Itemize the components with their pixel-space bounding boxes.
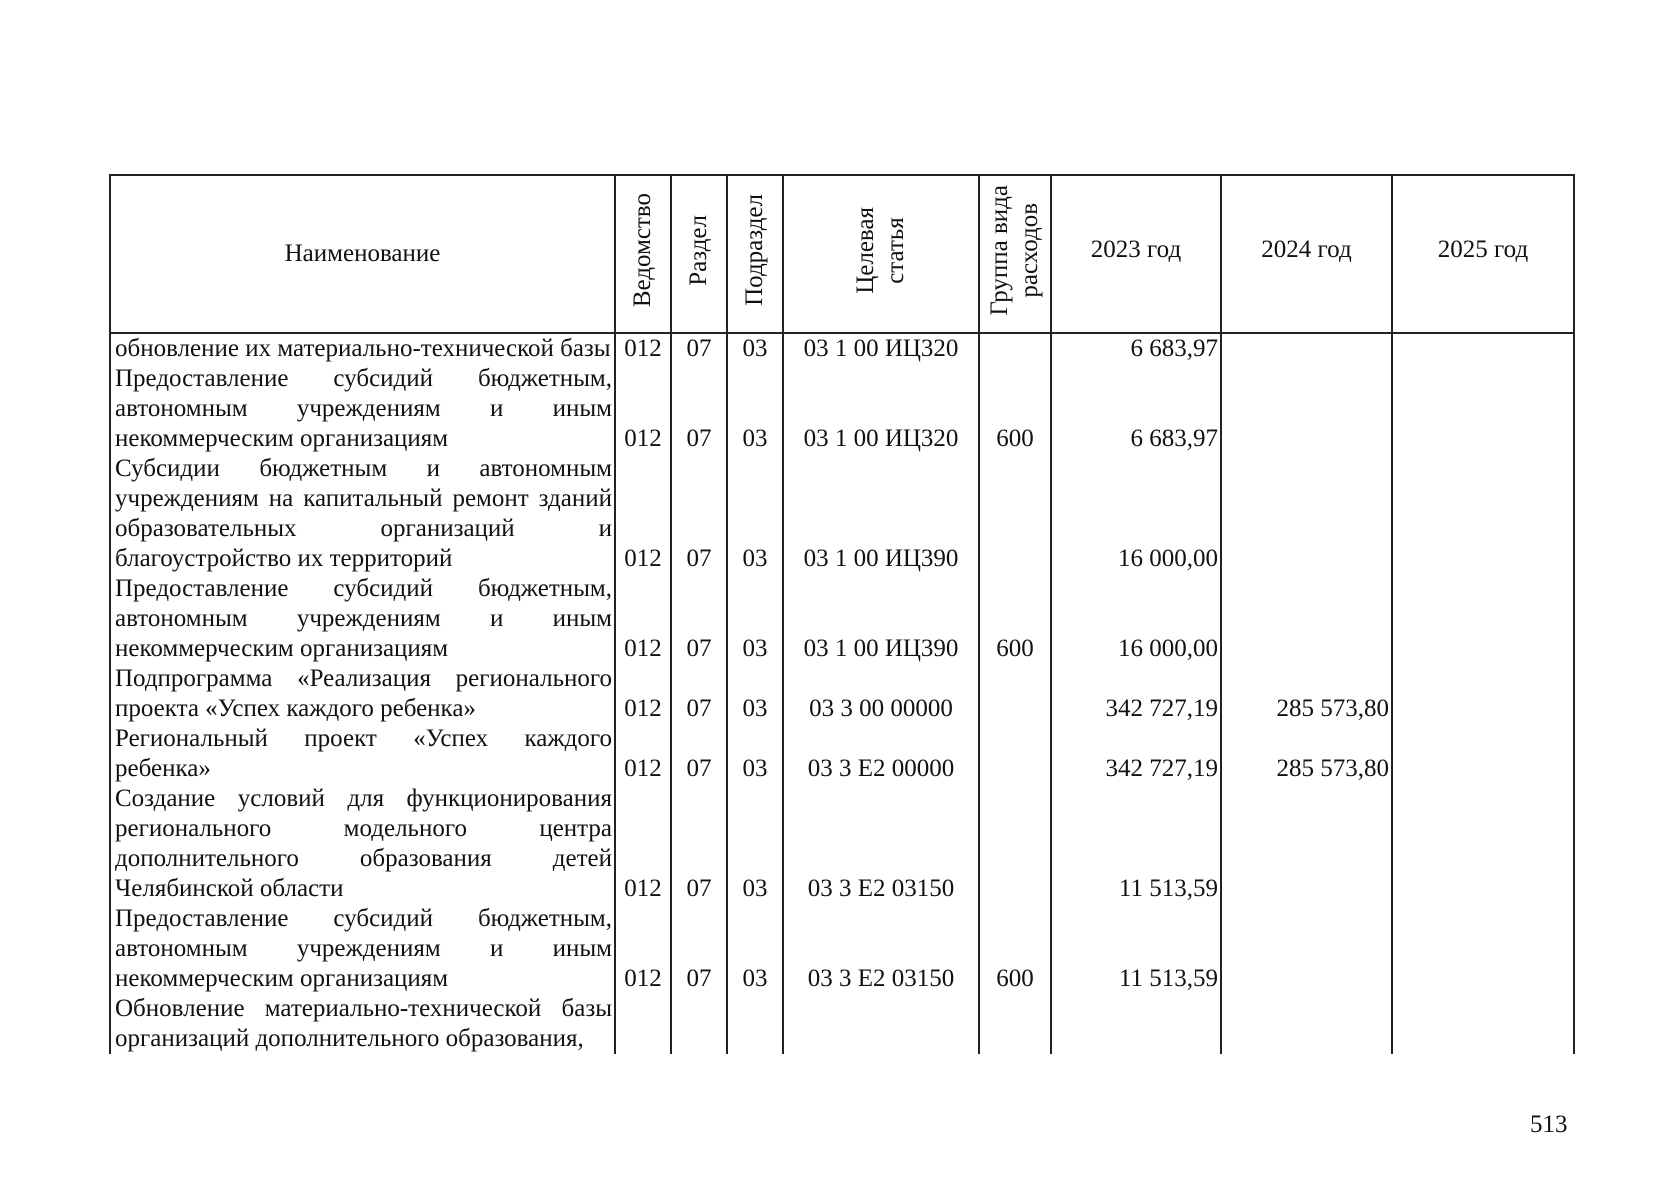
cell-2024 xyxy=(1221,904,1392,994)
cell-2023: 342 727,19 xyxy=(1051,724,1221,784)
cell-2025 xyxy=(1392,364,1574,454)
cell-section: 07 xyxy=(671,454,727,574)
cell-2023: 11 513,59 xyxy=(1051,904,1221,994)
cell-subsection: 03 xyxy=(727,574,783,664)
cell-2024 xyxy=(1221,454,1392,574)
cell-name: Региональный проект «Успех каждого ребенка» xyxy=(110,724,615,784)
cell-section: 07 xyxy=(671,333,727,364)
cell-2023 xyxy=(1051,994,1221,1054)
cell-target: 03 1 00 ИЦ390 xyxy=(783,454,979,574)
header-section: Раздел xyxy=(671,175,727,333)
cell-section xyxy=(671,994,727,1054)
cell-subsection: 03 xyxy=(727,364,783,454)
cell-name: Предоставление субсидий бюджетным, автономным учреждениям и иным некоммерческим организациям xyxy=(110,574,615,664)
cell-2024 xyxy=(1221,994,1392,1054)
cell-2024: 285 573,80 xyxy=(1221,724,1392,784)
cell-2023: 342 727,19 xyxy=(1051,664,1221,724)
cell-section: 07 xyxy=(671,724,727,784)
cell-group: 600 xyxy=(979,364,1051,454)
header-2024: 2024 год xyxy=(1221,175,1392,333)
cell-section: 07 xyxy=(671,784,727,904)
table-row xyxy=(110,904,1574,994)
cell-2025 xyxy=(1392,664,1574,724)
cell-dept: 012 xyxy=(615,664,671,724)
table-row xyxy=(110,784,1574,904)
cell-dept: 012 xyxy=(615,364,671,454)
cell-dept: 012 xyxy=(615,724,671,784)
cell-subsection xyxy=(727,994,783,1054)
cell-target: 03 1 00 ИЦ320 xyxy=(783,364,979,454)
cell-name: Предоставление субсидий бюджетным, автономным учреждениям и иным некоммерческим организациям xyxy=(110,364,615,454)
page-number: 513 xyxy=(1530,1111,1568,1138)
cell-target: 03 1 00 ИЦ320 xyxy=(783,333,979,364)
header-target: Целевая статья xyxy=(783,175,979,333)
cell-subsection: 03 xyxy=(727,333,783,364)
cell-2023: 11 513,59 xyxy=(1051,784,1221,904)
cell-subsection: 03 xyxy=(727,454,783,574)
cell-2025 xyxy=(1392,994,1574,1054)
cell-dept: 012 xyxy=(615,904,671,994)
cell-section: 07 xyxy=(671,574,727,664)
cell-name: Предоставление субсидий бюджетным, автономным учреждениям и иным некоммерческим организациям xyxy=(110,904,615,994)
cell-group xyxy=(979,664,1051,724)
table-row xyxy=(110,364,1574,454)
header-dept: Ведомство xyxy=(615,175,671,333)
cell-target: 03 3 Е2 03150 xyxy=(783,904,979,994)
cell-2023: 16 000,00 xyxy=(1051,574,1221,664)
cell-target: 03 3 Е2 03150 xyxy=(783,784,979,904)
cell-2025 xyxy=(1392,574,1574,664)
cell-section: 07 xyxy=(671,904,727,994)
cell-dept: 012 xyxy=(615,574,671,664)
table-row xyxy=(110,454,1574,574)
header-name: Наименование xyxy=(110,175,615,333)
cell-group xyxy=(979,784,1051,904)
cell-2024 xyxy=(1221,574,1392,664)
cell-dept: 012 xyxy=(615,454,671,574)
cell-name: Обновление материально-технической базы организаций дополнительного образования, xyxy=(110,994,615,1054)
cell-2023: 16 000,00 xyxy=(1051,454,1221,574)
cell-name: Создание условий для функционирования регионального модельного центра дополнительного образования детей Челябинской области xyxy=(110,784,615,904)
cell-dept xyxy=(615,994,671,1054)
cell-2023: 6 683,97 xyxy=(1051,364,1221,454)
table-row xyxy=(110,574,1574,664)
cell-2025 xyxy=(1392,724,1574,784)
table-row xyxy=(110,333,1574,364)
cell-2024 xyxy=(1221,364,1392,454)
cell-name: обновление их материально-технической базы xyxy=(110,333,615,364)
cell-name: Субсидии бюджетным и автономным учреждениям на капитальный ремонт зданий образовательных организаций и благоустройство их территорий xyxy=(110,454,615,574)
cell-2025 xyxy=(1392,784,1574,904)
budget-table xyxy=(109,174,1575,1054)
cell-subsection: 03 xyxy=(727,784,783,904)
cell-dept: 012 xyxy=(615,333,671,364)
cell-2023: 6 683,97 xyxy=(1051,333,1221,364)
cell-name: Подпрограмма «Реализация регионального проекта «Успех каждого ребенка» xyxy=(110,664,615,724)
header-2023: 2023 год xyxy=(1051,175,1221,333)
cell-group: 600 xyxy=(979,574,1051,664)
table-row xyxy=(110,724,1574,784)
cell-subsection: 03 xyxy=(727,664,783,724)
header-subsection: Подраздел xyxy=(727,175,783,333)
cell-2025 xyxy=(1392,454,1574,574)
cell-section: 07 xyxy=(671,664,727,724)
cell-group xyxy=(979,724,1051,784)
table-body xyxy=(110,333,1574,1054)
cell-dept: 012 xyxy=(615,784,671,904)
cell-group xyxy=(979,454,1051,574)
cell-target: 03 3 00 00000 xyxy=(783,664,979,724)
table-row xyxy=(110,664,1574,724)
table-row xyxy=(110,994,1574,1054)
cell-subsection: 03 xyxy=(727,904,783,994)
cell-2024: 285 573,80 xyxy=(1221,664,1392,724)
cell-2024 xyxy=(1221,333,1392,364)
cell-group xyxy=(979,333,1051,364)
cell-2024 xyxy=(1221,784,1392,904)
cell-group: 600 xyxy=(979,904,1051,994)
cell-group xyxy=(979,994,1051,1054)
cell-section: 07 xyxy=(671,364,727,454)
cell-target: 03 3 Е2 00000 xyxy=(783,724,979,784)
cell-target: 03 1 00 ИЦ390 xyxy=(783,574,979,664)
cell-subsection: 03 xyxy=(727,724,783,784)
header-group: Группа вида расходов xyxy=(979,175,1051,333)
cell-2025 xyxy=(1392,333,1574,364)
cell-2025 xyxy=(1392,904,1574,994)
table-header-row xyxy=(110,175,1574,333)
header-2025: 2025 год xyxy=(1392,175,1574,333)
cell-target xyxy=(783,994,979,1054)
